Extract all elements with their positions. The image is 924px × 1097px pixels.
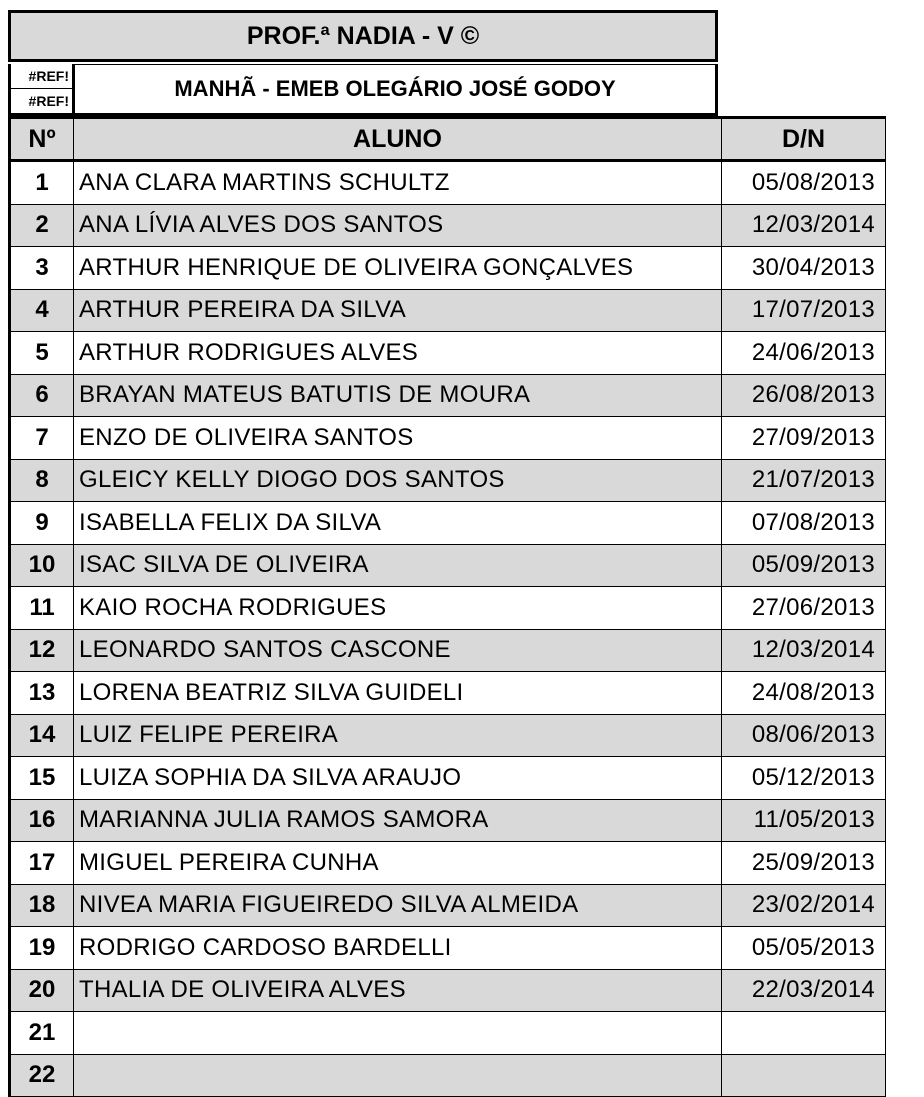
student-name: ISAC SILVA DE OLIVEIRA: [74, 544, 722, 587]
birth-date: 27/09/2013: [722, 417, 886, 460]
row-number: 19: [10, 927, 74, 970]
column-header-number: Nº: [10, 118, 74, 161]
row-number: 3: [10, 247, 74, 290]
row-number: 7: [10, 417, 74, 460]
student-table: [8, 116, 886, 1097]
row-number: 22: [10, 1054, 74, 1097]
row-number: 5: [10, 332, 74, 375]
birth-date: 17/07/2013: [722, 289, 886, 332]
birth-date: 05/12/2013: [722, 757, 886, 800]
birth-date: 21/07/2013: [722, 459, 886, 502]
table-row: [10, 587, 886, 630]
student-name: LUIZ FELIPE PEREIRA: [74, 714, 722, 757]
birth-date: 26/08/2013: [722, 374, 886, 417]
row-number: 1: [10, 161, 74, 205]
table-row: [10, 884, 886, 927]
birth-date: 30/04/2013: [722, 247, 886, 290]
student-name: NIVEA MARIA FIGUEIREDO SILVA ALMEIDA: [74, 884, 722, 927]
birth-date: 12/03/2014: [722, 204, 886, 247]
table-row: [10, 629, 886, 672]
table-row: [10, 672, 886, 715]
table-row: [10, 969, 886, 1012]
student-name: LORENA BEATRIZ SILVA GUIDELI: [74, 672, 722, 715]
column-header-student: ALUNO: [74, 118, 722, 161]
table-row: [10, 289, 886, 332]
student-name: [74, 1012, 722, 1055]
table-row: [10, 544, 886, 587]
row-number: 13: [10, 672, 74, 715]
birth-date: 27/06/2013: [722, 587, 886, 630]
student-name: ARTHUR PEREIRA DA SILVA: [74, 289, 722, 332]
birth-date: 25/09/2013: [722, 842, 886, 885]
student-name: [74, 1054, 722, 1097]
ref-error-1: #REF!: [11, 64, 72, 89]
column-header-birthdate: D/N: [722, 118, 886, 161]
school-shift-title: MANHÃ - EMEB OLEGÁRIO JOSÉ GODOY: [72, 64, 718, 116]
table-row: [10, 161, 886, 205]
table-row: [10, 714, 886, 757]
table-row: [10, 247, 886, 290]
table-row: [10, 842, 886, 885]
ref-error-cell: [8, 64, 72, 116]
birth-date: 11/05/2013: [722, 799, 886, 842]
row-number: 21: [10, 1012, 74, 1055]
birth-date: 24/08/2013: [722, 672, 886, 715]
teacher-title: PROF.ª NADIA - V ©: [8, 10, 718, 62]
row-number: 6: [10, 374, 74, 417]
table-row: [10, 1012, 886, 1055]
row-number: 17: [10, 842, 74, 885]
birth-date: [722, 1054, 886, 1097]
student-name: KAIO ROCHA RODRIGUES: [74, 587, 722, 630]
birth-date: 24/06/2013: [722, 332, 886, 375]
row-number: 18: [10, 884, 74, 927]
student-name: ARTHUR RODRIGUES ALVES: [74, 332, 722, 375]
student-name: LEONARDO SANTOS CASCONE: [74, 629, 722, 672]
table-header-row: [10, 118, 886, 161]
row-number: 12: [10, 629, 74, 672]
table-row: [10, 927, 886, 970]
student-name: ANA LÍVIA ALVES DOS SANTOS: [74, 204, 722, 247]
student-name: MIGUEL PEREIRA CUNHA: [74, 842, 722, 885]
student-name: RODRIGO CARDOSO BARDELLI: [74, 927, 722, 970]
birth-date: 22/03/2014: [722, 969, 886, 1012]
student-name: ISABELLA FELIX DA SILVA: [74, 502, 722, 545]
table-row: [10, 757, 886, 800]
row-number: 2: [10, 204, 74, 247]
table-row: [10, 332, 886, 375]
student-name: MARIANNA JULIA RAMOS SAMORA: [74, 799, 722, 842]
ref-error-2: #REF!: [28, 93, 69, 109]
row-number: 4: [10, 289, 74, 332]
birth-date: 07/08/2013: [722, 502, 886, 545]
birth-date: 12/03/2014: [722, 629, 886, 672]
student-name: ANA CLARA MARTINS SCHULTZ: [74, 161, 722, 205]
table-row: [10, 1054, 886, 1097]
table-row: [10, 374, 886, 417]
student-name: GLEICY KELLY DIOGO DOS SANTOS: [74, 459, 722, 502]
table-row: [10, 799, 886, 842]
student-name: LUIZA SOPHIA DA SILVA ARAUJO: [74, 757, 722, 800]
row-number: 11: [10, 587, 74, 630]
row-number: 15: [10, 757, 74, 800]
student-name: ENZO DE OLIVEIRA SANTOS: [74, 417, 722, 460]
row-number: 20: [10, 969, 74, 1012]
birth-date: 05/05/2013: [722, 927, 886, 970]
birth-date: 05/08/2013: [722, 161, 886, 205]
birth-date: 05/09/2013: [722, 544, 886, 587]
table-row: [10, 204, 886, 247]
student-name: ARTHUR HENRIQUE DE OLIVEIRA GONÇALVES: [74, 247, 722, 290]
birth-date: 08/06/2013: [722, 714, 886, 757]
row-number: 14: [10, 714, 74, 757]
row-number: 9: [10, 502, 74, 545]
student-name: BRAYAN MATEUS BATUTIS DE MOURA: [74, 374, 722, 417]
table-row: [10, 459, 886, 502]
student-name: THALIA DE OLIVEIRA ALVES: [74, 969, 722, 1012]
row-number: 10: [10, 544, 74, 587]
table-row: [10, 502, 886, 545]
birth-date: 23/02/2014: [722, 884, 886, 927]
birth-date: [722, 1012, 886, 1055]
row-number: 16: [10, 799, 74, 842]
row-number: 8: [10, 459, 74, 502]
table-row: [10, 417, 886, 460]
